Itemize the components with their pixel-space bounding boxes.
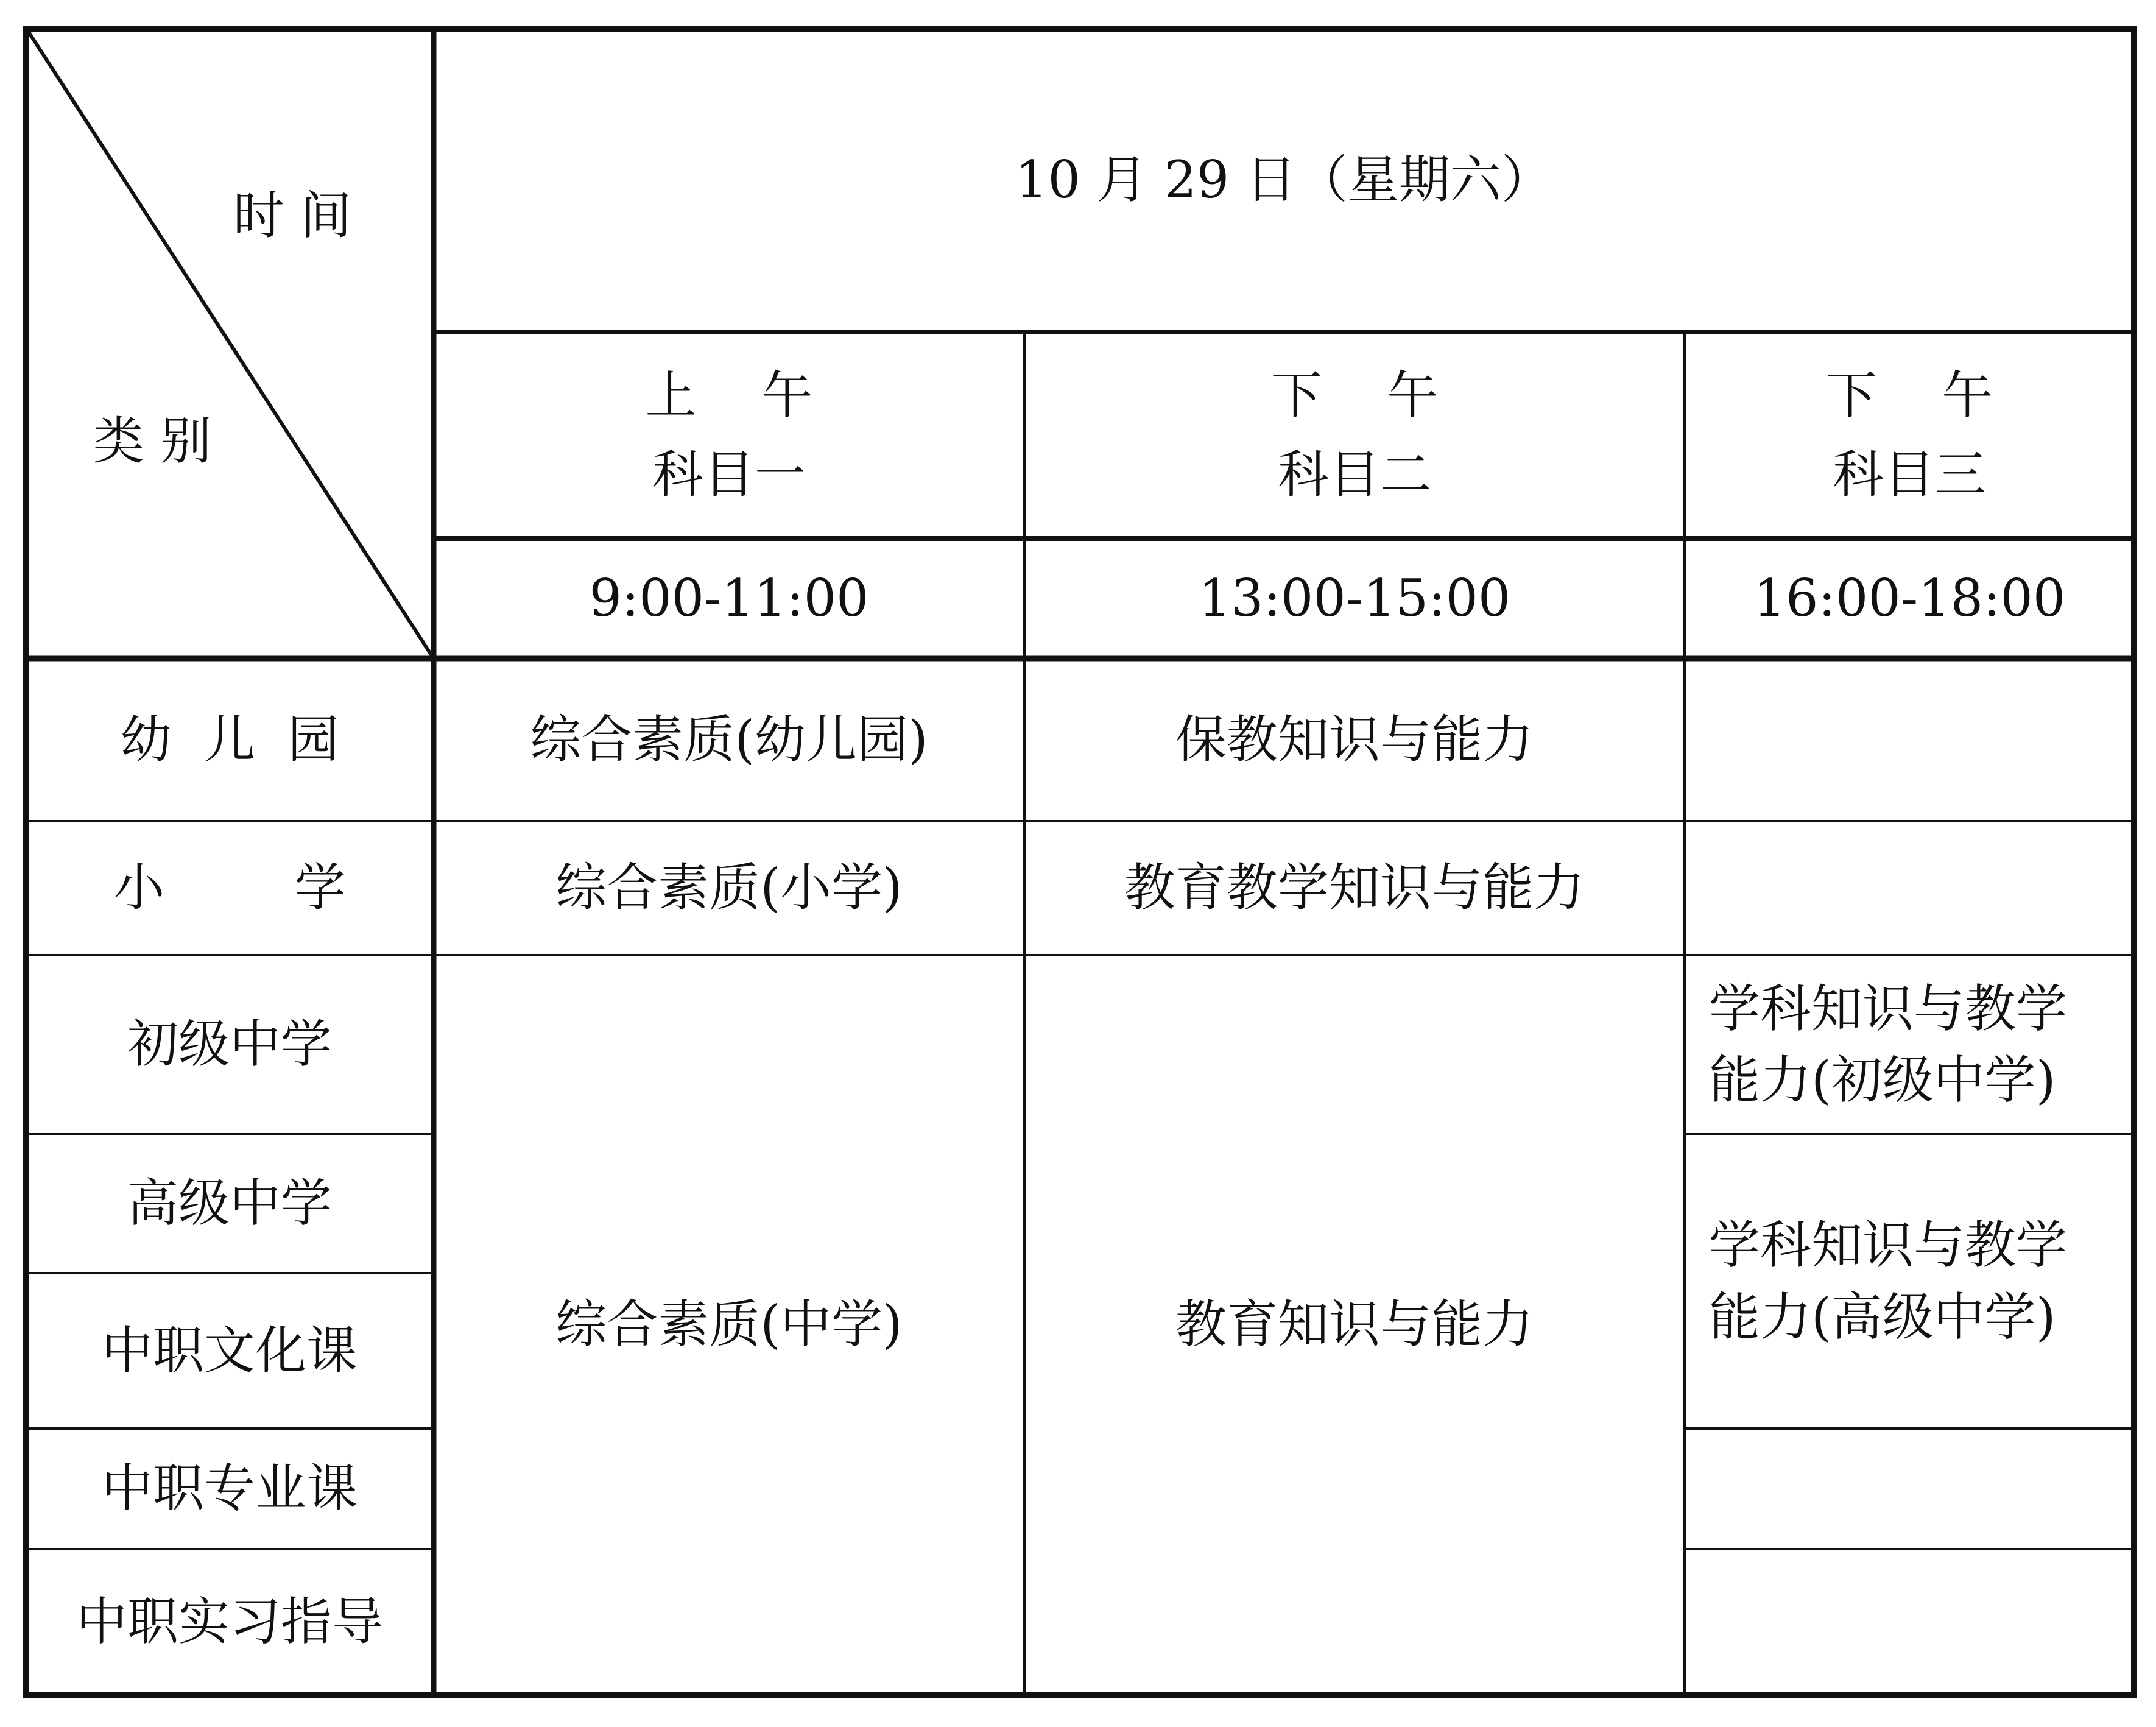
kindergarten-subject-1: 综合素质(幼儿园) (530, 709, 928, 769)
session-2-header (1024, 332, 1685, 539)
session-2-subject: 科目二 (1277, 444, 1431, 504)
session-2-time: 13:00-15:00 (1198, 568, 1511, 628)
session-2-period: 下 午 (1270, 366, 1439, 426)
primary-subject-2: 教育教学知识与能力 (1124, 858, 1585, 918)
session-3-subject: 科目三 (1832, 444, 1986, 504)
session-1-time: 9:00-11:00 (589, 568, 869, 628)
exam-date: 10 月 29 日（星期六） (1015, 150, 1552, 210)
session-3-time: 16:00-18:00 (1753, 568, 2066, 628)
session-1-header (434, 332, 1024, 539)
primary-subject-1: 综合素质(小学) (555, 858, 903, 918)
row-label-voc-culture: 中职文化课 (101, 1320, 358, 1380)
junior-subject-3-line-2: 能力(初级中学) (1709, 1050, 2056, 1110)
senior-subject-3-line-1: 学科知识与教学 (1709, 1215, 2068, 1276)
primary-subject-3 (1685, 821, 2134, 955)
corner-time-label: 时 间 (233, 186, 352, 246)
middle-subject-1: 综合素质(中学) (555, 1294, 903, 1355)
row-label-kindergarten: 幼 儿 园 (120, 709, 339, 769)
session-1-period: 上 午 (645, 366, 813, 426)
row-label-senior: 高级中学 (127, 1173, 332, 1234)
session-1-subject: 科目一 (652, 444, 806, 504)
row-label-primary: 小 学 (113, 858, 346, 918)
kindergarten-subject-2: 保教知识与能力 (1175, 709, 1534, 769)
corner-category-label: 类 别 (93, 411, 212, 471)
senior-subject-3 (1685, 1134, 2134, 1429)
junior-subject-3-line-1: 学科知识与教学 (1709, 978, 2068, 1039)
session-3-header (1685, 332, 2134, 539)
row-label-voc-internship: 中职实习指导 (76, 1591, 383, 1651)
row-label-voc-major: 中职专业课 (101, 1458, 358, 1519)
session-3-period: 下 午 (1825, 366, 1993, 426)
voc-internship-subject-3 (1685, 1549, 2134, 1695)
row-label-junior: 初级中学 (127, 1014, 332, 1075)
junior-subject-3 (1685, 955, 2134, 1134)
senior-subject-3-line-2: 能力(高级中学) (1709, 1287, 2056, 1347)
voc-major-subject-3 (1685, 1429, 2134, 1549)
kindergarten-subject-3 (1685, 659, 2134, 821)
middle-subject-2: 教育知识与能力 (1175, 1294, 1534, 1355)
